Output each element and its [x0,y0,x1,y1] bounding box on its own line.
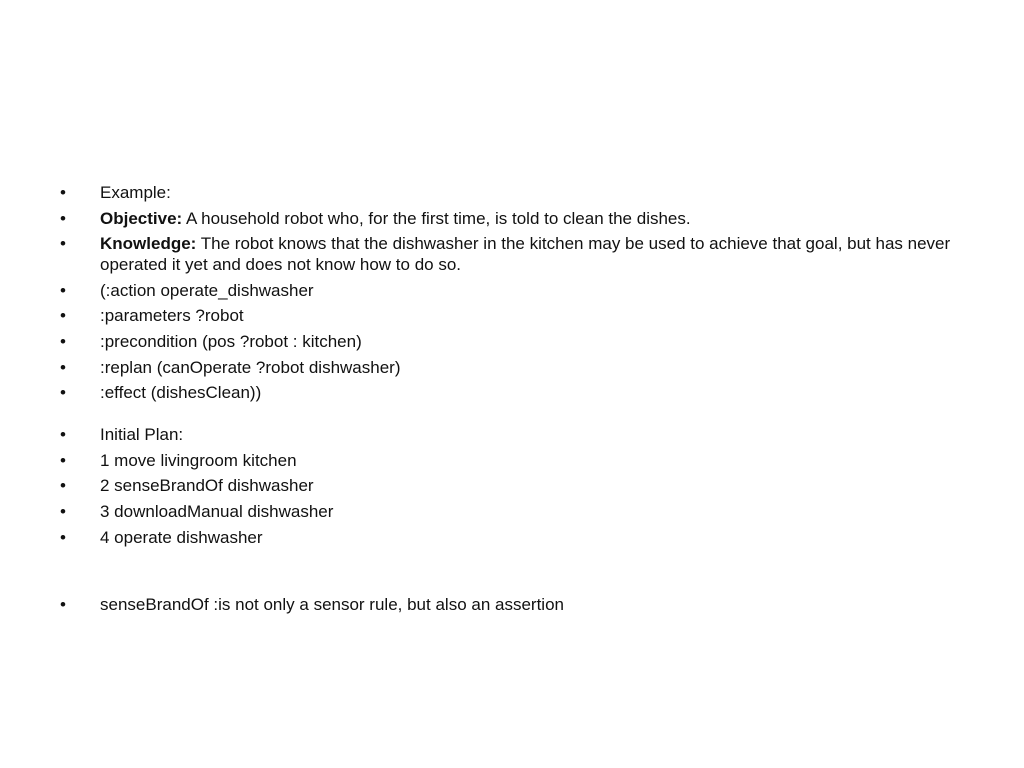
plan-step: 2 senseBrandOf dishwasher [100,476,314,496]
list-item-plan-step-4 [60,527,980,548]
bullet-icon: • [60,594,66,614]
list-item-action-replan [60,357,980,378]
plan-step: 1 move livingroom kitchen [100,450,297,470]
list-item-knowledge [60,233,980,275]
note-text: senseBrandOf :is not only a sensor rule, but also an assertion [100,594,564,614]
list-item-plan-step-2 [60,475,980,496]
knowledge-term: Knowledge: [100,234,197,254]
list-item-plan-step-1 [60,450,980,471]
objective-term: Objective: [100,208,183,228]
bullet-icon: • [60,183,66,202]
list-item-example [60,182,980,203]
bullet-icon: • [60,234,66,254]
plan-title: Initial Plan: [100,425,184,445]
bullet-icon: • [60,331,66,351]
bullet-icon: • [60,383,66,403]
example-label: Example: [100,183,171,202]
list-item-plan-title [60,424,980,445]
list-item-note [60,594,980,615]
list-item-action-precondition [60,331,980,352]
plan-step: 4 operate dishwasher [100,527,263,547]
action-header: (:action operate_dishwasher [100,280,314,300]
action-parameters: :parameters ?robot [100,306,244,326]
plan-step: 3 downloadManual dishwasher [100,501,334,521]
bullet-icon: • [60,527,66,547]
bullet-icon: • [60,501,66,521]
bullet-icon: • [60,357,66,377]
knowledge-text: The robot knows that the dishwasher in the kitchen may be used to achieve that goal, but has never operated it yet and does not know how to do so. [100,234,951,275]
action-replan: :replan (canOperate ?robot dishwasher) [100,357,401,377]
list-item-action-parameters [60,305,980,326]
list-item-objective [60,208,980,229]
list-item-action-header [60,280,980,301]
list-item-plan-step-3 [60,501,980,522]
list-item-action-effect [60,382,980,403]
objective-text: A household robot who, for the first time, is told to clean the dishes. [182,208,691,228]
bullet-icon: • [60,280,66,300]
bullet-list [60,182,980,619]
bullet-icon: • [60,208,66,228]
bullet-icon: • [60,476,66,496]
action-precondition: :precondition (pos ?robot : kitchen) [100,331,362,351]
action-effect: :effect (dishesClean)) [100,383,262,403]
bullet-icon: • [60,450,66,470]
bullet-icon: • [60,306,66,326]
bullet-icon: • [60,425,66,445]
